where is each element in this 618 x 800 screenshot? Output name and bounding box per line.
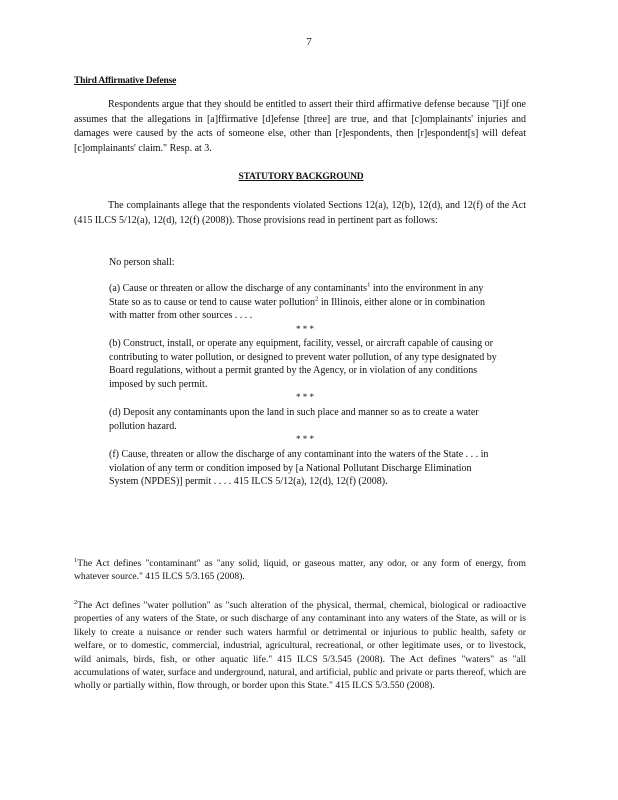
quote-12a-post: in Illinois, either alone or in combination with matter from other sources . . . . — [109, 296, 485, 321]
footnote-2 — [74, 599, 526, 693]
quote-section-12a — [109, 282, 501, 323]
footnote-2-mark: 2 — [74, 598, 78, 606]
quote-section-12d: (d) Deposit any contaminants upon the land in such place and manner so as to create a water pollution hazard. — [109, 407, 479, 432]
ellipsis-stars-2: * * * — [296, 392, 314, 402]
footnote-1 — [74, 557, 526, 584]
footnote-ref-1: 1 — [367, 281, 371, 289]
heading-statutory-background: STATUTORY BACKGROUND — [238, 172, 364, 182]
footnote-1-text: The Act defines "contaminant" as "any solid, liquid, or gaseous matter, any odor, or any form of energy, from whatever source." 415 ILCS 5/3.165 (2008). — [74, 558, 526, 583]
no-person-shall: No person shall: — [109, 257, 175, 268]
footnote-2-text: The Act defines "water pollution" as "such alteration of the physical, thermal, chemical, biological or radioactive properties of any waters of the State, or such discharge of any contaminant into any waters of the State, as will or is likely to create a nuisance or render such waters harmful or detrimental or injurious to public health, safety or welfare, or to domestic, commercial, industrial, agricultural, recreational, or other legitimate uses, or to livestock, wild animals, birds, fish, or other aquatic life." 415 ILCS 5/3.545 (2008). The Act defines "waters" as "all accumulations of water, surface and underground, natural, and artificial, public and private or parts thereof, which are wholly or partially within, flow through, or border upon this State." 415 ILCS 5/3.550 (2008). — [74, 600, 526, 692]
ellipsis-stars-3: * * * — [296, 434, 314, 444]
heading-third-affirmative-defense: Third Affirmative Defense — [74, 76, 177, 86]
paragraph-complainants-allegation: The complainants allege that the respondents violated Sections 12(a), 12(b), 12(d), and 12(f) of the Act (415 ILCS 5/12(a), 12(d), 12(f) (2008)). Those provisions read in pertinent part as follows: — [74, 200, 526, 226]
page-number: 7 — [306, 36, 312, 48]
footnote-1-mark: 1 — [74, 556, 78, 564]
quote-12a-pre: (a) Cause or threaten or allow the discharge of any contaminants — [109, 283, 368, 294]
quote-section-12f: (f) Cause, threaten or allow the discharge of any contaminant into the waters of the State . . . in violation of any term or condition imposed by [a National Pollutant Discharge Elimination System (NPDES)] permit . . . . 415 ILCS 5/12(a), 12(d), 12(f) (2008). — [109, 449, 489, 487]
quote-section-12b: (b) Construct, install, or operate any equipment, facility, vessel, or aircraft capable of causing or contributing to water pollution, or designed to prevent water pollution, of any type designated by Board regulations, without a permit granted by the Agency, or in violation of any conditions imposed by such permit. — [109, 338, 497, 390]
paragraph-respondents-argument: Respondents argue that they should be entitled to assert their third affirmative defense because "[i]f one assumes that the allegations in [a]ffirmative [d]efense [three] are true, and that [c]omplainants' injuries and damages were caused by the acts of someone else, other than [r]espondents, then [r]espondent[s] will defeat [c]omplainants' claim." Resp. at 3. — [74, 99, 526, 154]
footnote-ref-2: 2 — [315, 295, 319, 303]
quote-12a-mid: into the environment in any State so as to cause or tend to cause water pollution — [109, 283, 484, 308]
ellipsis-stars-1: * * * — [296, 324, 314, 334]
